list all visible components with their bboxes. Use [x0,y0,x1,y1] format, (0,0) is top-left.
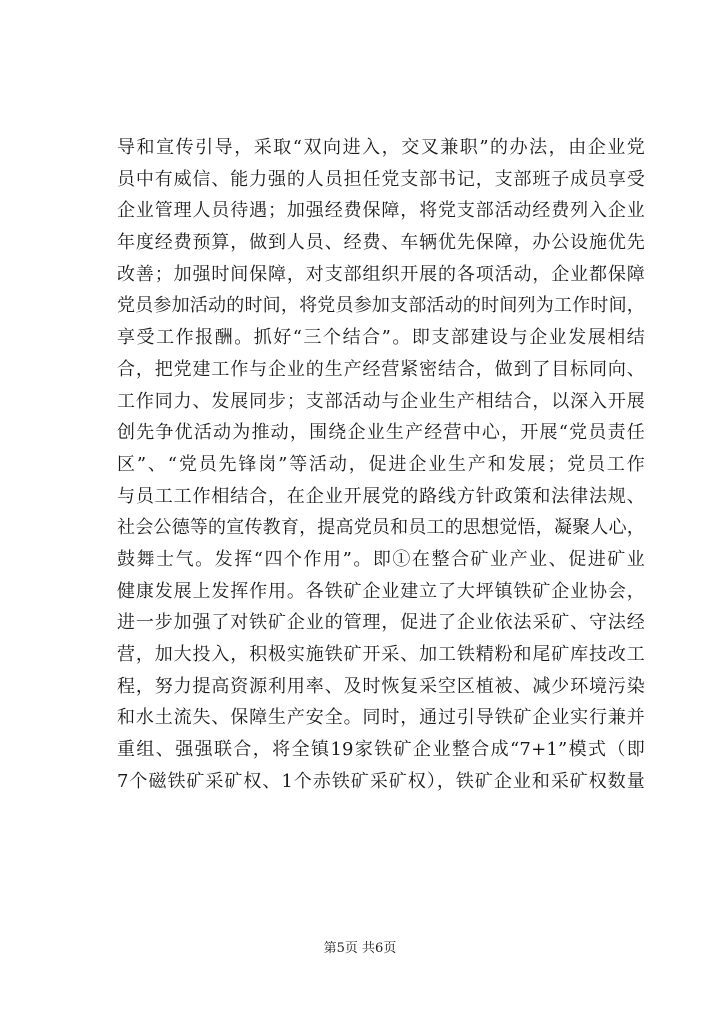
text-line: 合，把党建工作与企业的生产经营紧密结合，做到了目标同向、 [117,358,645,380]
text-line: 企业管理人员待遇；加强经费保障，将党支部活动经费列入企业 [117,200,645,222]
text-line: 导和宣传引导，采取“双向进入，交叉兼职”的办法，由企业党 [117,137,645,158]
text-line: 工作同力、发展同步；支部活动与企业生产相结合，以深入开展 [117,390,645,412]
text-line: 改善；加强时间保障，对支部组织开展的各项活动，企业都保障 [117,263,645,285]
text-line: 享受工作报酬。抓好“三个结合”。即支部建设与企业发展相结 [117,327,645,349]
body-paragraph [117,132,645,797]
text-line: 社会公德等的宣传教育，提高党员和员工的思想觉悟，凝聚人心， [117,517,645,539]
text-line: 创先争优活动为推动，围绕企业生产经营中心，开展“党员责任 [117,422,645,444]
text-line: 健康发展上发挥作用。各铁矿企业建立了大坪镇铁矿企业协会， [117,580,645,602]
text-line: 党员参加活动的时间，将党员参加支部活动的时间列为工作时间， [117,295,645,317]
text-line: 与员工工作相结合，在企业开展党的路线方针政策和法律法规、 [117,485,645,507]
text-line: 7个磁铁矿采矿权、1个赤铁矿采矿权），铁矿企业和采矿权数量 [117,770,645,792]
text-line: 鼓舞士气。发挥“四个作用”。即①在整合矿业产业、促进矿业 [117,548,645,570]
page-number-footer: 第5页 共6页 [323,941,397,956]
text-line: 和水土流失、保障生产安全。同时，通过引导铁矿企业实行兼并 [117,707,645,729]
text-line: 进一步加强了对铁矿企业的管理，促进了企业依法采矿、守法经 [117,612,645,634]
text-line: 区”、“党员先锋岗”等活动，促进企业生产和发展；党员工作 [117,453,645,475]
text-line: 程，努力提高资源利用率、及时恢复采空区植被、减少环境污染 [117,675,645,697]
text-line: 年度经费预算，做到人员、经费、车辆优先保障，办公设施优先 [117,232,645,254]
text-line: 员中有威信、能力强的人员担任党支部书记，支部班子成员享受 [117,168,645,190]
text-line: 重组、强强联合，将全镇19家铁矿企业整合成“7+1”模式（即 [117,739,645,761]
text-line: 营，加大投入，积极实施铁矿开采、加工铁精粉和尾矿库技改工 [117,644,645,665]
